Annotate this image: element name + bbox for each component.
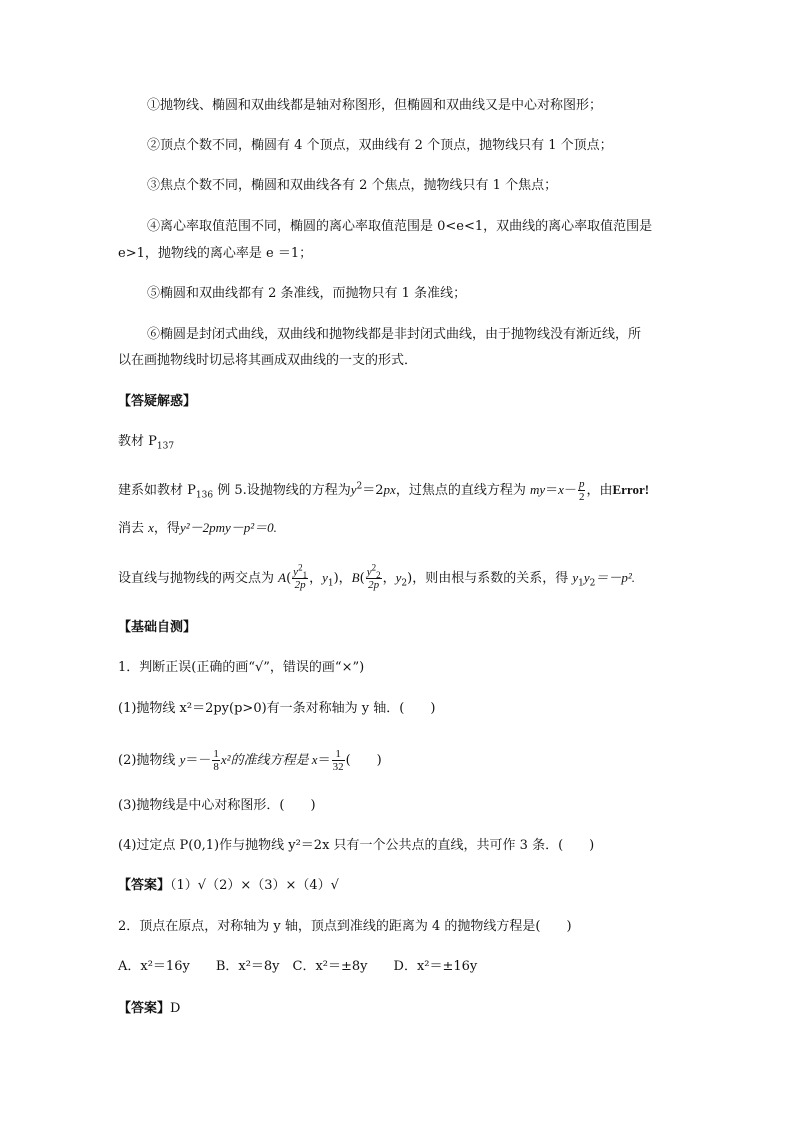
faq-line-2 [118,519,277,538]
faq-l1-text-b: 例 5.设抛物线的方程为 [213,483,351,498]
point-B-y: y [395,570,402,585]
fraction-1-over-32 [332,748,345,773]
faq-heading: 【答疑解惑】 [118,394,197,409]
frac-1-num: 1 [213,748,219,760]
frac-den: 2 [578,491,585,503]
q1-2-x: x [311,752,318,767]
textbook-ref-prefix: 教材 P [118,434,157,449]
product-y2: y [583,570,590,585]
question-1-3: (3)抛物线是中心对称图形．( ) [118,798,316,813]
faq-l2-equation: y²－2pmy－p²＝0. [179,520,277,535]
faq-l2-text-a: 消去 [118,521,149,536]
faq-l1-page: 136 [195,490,214,501]
question-1-2 [118,748,382,773]
frac-y2-num: y [366,566,372,578]
frac-8-den: 8 [213,761,219,773]
point-A-label: A [278,570,287,585]
faq-l2-x: x [148,520,154,535]
point-1: ①抛物线、椭圆和双曲线都是轴对称图形，但椭圆和双曲线又是中心对称图形； [147,98,603,113]
error-marker: Error! [612,482,650,497]
point-2: ②顶点个数不同，椭圆有 4 个顶点，双曲线有 2 个顶点，抛物线只有 1 个顶点； [147,138,613,153]
faq-l1-eq-eq: ＝2 [362,483,384,498]
question-2-options: A．x²＝16y B．x²＝8y C．x²＝±8y D．x²＝±16y [118,959,478,974]
question-1: 1．判断正误(正确的画“√”，错误的画“×”) [118,660,365,675]
answer-2-value: D [170,1001,181,1016]
frac-num: p [578,478,585,490]
faq-l1-eq-minus: － [563,483,577,498]
faq-l1-eq-y: y [350,482,357,497]
faq-l1-eq-x: x [558,482,564,497]
faq-l1-eq-eq2: ＝ [545,483,559,498]
basic-heading: 【基础自测】 [118,620,197,635]
frac-1b-num: 1 [332,748,345,761]
q1-2-text-a: (2)抛物线 [118,753,180,768]
q1-2-eq: ＝－ [185,753,212,768]
fraction-y2sq-over-2p: $\frac{y^2_2}{2p}$ [366,562,381,591]
faq-l1-eq-px: px [383,482,396,497]
product-y1: y [572,570,579,585]
point-5: ⑤椭圆和双曲线都有 2 条准线，而抛物只有 1 条准线； [147,286,467,301]
point-A-y: y [322,570,328,585]
question-1-1: (1)抛物线 x²＝2py(p>0)有一条对称轴为 y 轴．( ) [118,701,436,716]
q1-2-blank: ( ) [345,753,382,768]
point-4-line1: ④离心率取值范围不同，椭圆的离心率取值范围是 0<e<1，双曲线的离心率取值范围是 [147,219,653,234]
fraction-p-over-2 [578,478,586,503]
faq-l2-text-b: ，得 [153,521,180,536]
answer-1 [118,877,339,895]
faq-line-3: 设直线与抛物线的两交点为 A( $\frac{y^2_1}{2p}$ ，$y_1$)，B( $\frac{y^2_2}{2p}$ ，$y_2$)，则由根与系数的关系，得 $y_1y_2=-p^2$. [118,562,636,591]
faq-l1-text-d: ，由 [586,483,613,498]
frac-y1-den: 2p [294,579,306,591]
point-3: ③焦点个数不同，椭圆和双曲线各有 2 个焦点，抛物线只有 1 个焦点； [147,178,558,193]
faq-l3-text-a: 设直线与抛物线的两交点为 [118,571,279,586]
faq-l1-text-c: ，过焦点的直线方程为 [395,483,530,498]
fraction-1-over-8 [212,748,220,773]
point-6-line2: 以在画抛物线时切忌将其画成双曲线的一支的形式． [118,353,418,368]
frac-y2-den: 2p [368,579,380,591]
point-B-label: B [351,570,360,585]
question-2: 2．顶点在原点，对称轴为 y 轴，顶点到准线的距离为 4 的抛物线方程是( ) [118,919,572,934]
q1-2-eq2: ＝ [317,753,331,768]
textbook-ref [118,433,174,451]
answer-2 [118,1000,180,1018]
product-result: ＝－p². [595,570,636,585]
point-4-line2: e>1，抛物线的离心率是 e ＝1； [118,246,313,261]
q1-2-y: y [179,752,186,767]
q1-2-text-b: x²的准线方程是 [220,752,312,767]
answer-2-label: 【答案】 [118,1001,171,1016]
faq-line-1: 建系如教材 $P_{136}$ 例 5.设抛物线的方程为$y^2=2px$，过焦点的直线方程为 my＝x－ $\frac{p}{2}$ ，由Error! [118,478,650,503]
frac-32-den: 32 [332,761,344,773]
fraction-y1sq-over-2p: $\frac{y^2_1}{2p}$ [293,562,308,591]
faq-l1-eq-my: my [529,482,546,497]
frac-y1-num: y [293,566,299,578]
faq-l3-tail: ，则由根与系数的关系，得 [412,571,573,586]
textbook-ref-page: 137 [156,441,175,452]
answer-1-label: 【答案】 [118,878,171,893]
faq-l1-text-a: 建系如教材 P [118,483,196,498]
answer-1-value: （1）√（2）×（3）×（4）√ [170,878,339,893]
question-1-4: (4)过定点 P(0,1)作与抛物线 y²＝2x 只有一个公共点的直线，共可作 3 条．( ) [118,838,595,853]
point-6-line1: ⑥椭圆是封闭式曲线，双曲线和抛物线都是非封闭式曲线，由于抛物线没有渐近线，所 [147,327,642,342]
